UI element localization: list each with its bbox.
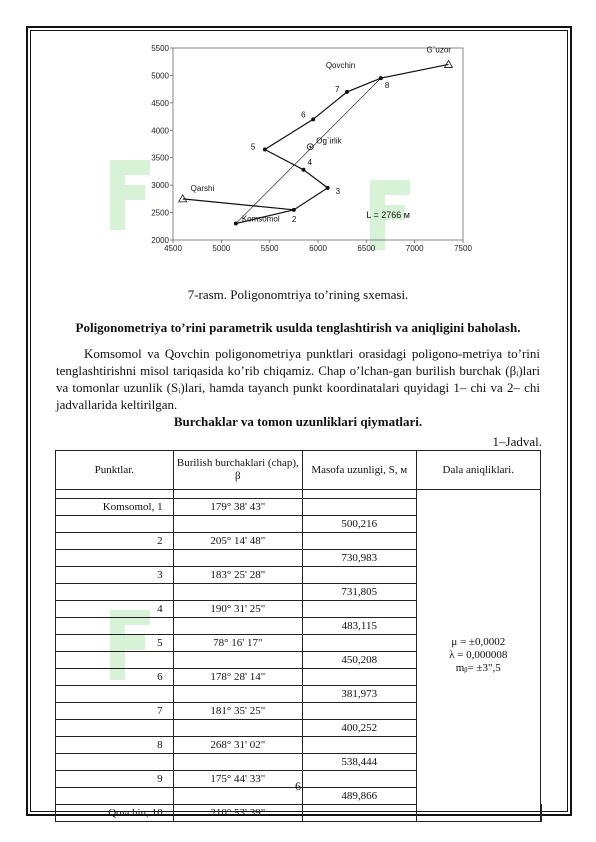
section-heading: Poligonometriya to’rini parametrik usulda tenglashtirish va aniqligini baholash. <box>75 320 521 335</box>
header-accuracy: Dala aniqliklari. <box>416 451 540 490</box>
table-cell <box>173 490 302 499</box>
angles-distances-table <box>55 450 542 822</box>
station-marker <box>379 76 383 80</box>
distance-empty <box>303 499 416 516</box>
distance-empty <box>303 805 416 822</box>
angle-cell: 210° 53' 39" <box>173 805 302 822</box>
station-label: Komsomol <box>241 214 280 224</box>
accuracy-value: mᵦ= ±3",5 <box>455 662 501 674</box>
point-cell: Qovchin, 10 <box>56 805 174 822</box>
y-tick-label: 5500 <box>151 44 169 53</box>
distance-empty <box>303 533 416 550</box>
control-point-label: Og`irlik <box>316 136 342 146</box>
angle-cell: 78° 16' 17" <box>173 635 302 652</box>
y-tick-label: 3000 <box>151 181 169 191</box>
station-marker <box>302 168 306 172</box>
table-cell <box>173 686 302 703</box>
point-cell: 5 <box>56 635 174 652</box>
point-cell: 6 <box>56 669 174 686</box>
y-tick-label: 4500 <box>151 98 169 108</box>
polygonometry-scheme <box>138 38 473 256</box>
station-marker <box>345 90 349 94</box>
length-note: L = 2766 м <box>366 210 410 221</box>
distance-cell: 731,805 <box>303 584 416 601</box>
control-point-label: Qarshi <box>190 183 215 193</box>
distance-cell: 538,444 <box>303 754 416 771</box>
table-cell <box>173 584 302 601</box>
station-label: 5 <box>250 142 256 152</box>
table-cell <box>173 550 302 567</box>
distance-cell: 500,216 <box>303 516 416 533</box>
angle-cell: 178° 28' 14" <box>173 669 302 686</box>
distance-cell: 381,973 <box>303 686 416 703</box>
header-points: Punktlar. <box>56 451 174 490</box>
point-cell: 4 <box>56 601 174 618</box>
y-tick-label: 2000 <box>151 236 169 245</box>
orientation-line <box>183 199 294 210</box>
accuracy-value: λ = 0,000008 <box>449 649 508 661</box>
table-cell <box>56 686 174 703</box>
table-cell <box>173 516 302 533</box>
y-tick-label: 5000 <box>151 71 169 81</box>
distance-empty <box>303 703 416 720</box>
x-tick-label: 4500 <box>164 244 182 253</box>
station-marker <box>234 222 238 226</box>
distance-empty <box>303 737 416 754</box>
table-cell <box>56 720 174 737</box>
table-cell <box>173 618 302 635</box>
station-marker <box>263 147 267 151</box>
x-tick-label: 5500 <box>260 244 279 253</box>
control-point-label: G`uzor <box>426 45 451 55</box>
closing-line <box>236 78 381 223</box>
page-number: 6 <box>295 779 301 793</box>
x-tick-label: 6000 <box>309 244 327 253</box>
point-cell: 8 <box>56 737 174 754</box>
table-cell <box>56 618 174 635</box>
y-tick-label: 2500 <box>151 208 169 218</box>
station-label: 7 <box>335 84 340 94</box>
angle-cell: 205° 14' 48" <box>173 533 302 550</box>
table-cell <box>173 754 302 771</box>
triangle-icon <box>445 60 453 67</box>
distance-cell: 489,866 <box>303 788 416 805</box>
station-label: 8 <box>384 81 390 91</box>
angle-cell: 190° 31' 25" <box>173 601 302 618</box>
station-label: Qovchin <box>325 61 356 71</box>
angle-cell: 179° 38' 43" <box>173 499 302 516</box>
orientation-line <box>381 64 449 78</box>
figure-caption: 7-rasm. Poligonomtriya to’rining sxemasi. <box>187 287 409 302</box>
angle-cell: 268° 31' 02" <box>173 737 302 754</box>
table-cell <box>56 584 174 601</box>
station-marker <box>326 186 330 190</box>
triangle-icon <box>179 195 187 202</box>
station-marker <box>292 208 296 212</box>
distance-cell: 730,983 <box>303 550 416 567</box>
distance-empty <box>303 601 416 618</box>
distance-cell: 450,208 <box>303 652 416 669</box>
y-tick-label: 3500 <box>151 153 169 163</box>
accuracy-cell <box>416 490 540 822</box>
point-cell: 2 <box>56 533 174 550</box>
angle-cell: 181° 35' 25" <box>173 703 302 720</box>
x-tick-label: 5000 <box>212 244 231 253</box>
distance-cell: 483,115 <box>303 618 416 635</box>
table-cell <box>56 550 174 567</box>
body-paragraph: Komsomol va Qovchin poligonometriya punktlari orasidagi poligono-metriya to’rini tenglashtirishni misol tariqasida ko’rib chiqamiz. Chap o’lchan-gan burilish burchak (βᵢ)lari va tomonlar uzunlik (Sᵢ)lari, hamda tayanch punkt koordinatalari quyidagi 1– chi va 2– chi jadvallarida keltirilgan. <box>56 346 540 412</box>
table-cell <box>56 652 174 669</box>
station-label: 4 <box>307 157 312 167</box>
x-tick-label: 6500 <box>357 244 376 253</box>
header-angles: Burilish burchaklari (chap), β <box>173 451 302 490</box>
x-tick-label: 7000 <box>405 244 424 253</box>
distance-empty <box>303 669 416 686</box>
point-cell: Komsomol, 1 <box>56 499 174 516</box>
distance-cell: 400,252 <box>303 720 416 737</box>
distance-empty <box>303 635 416 652</box>
distance-empty <box>303 567 416 584</box>
table-cell <box>173 652 302 669</box>
table-title: Burchaklar va tomon uzunliklari qiymatlari. <box>173 414 423 429</box>
accuracy-empty <box>541 805 542 822</box>
header-distances: Masofa uzunligi, S, м <box>303 451 416 490</box>
point-cell: 9 <box>56 771 174 788</box>
point-cell: 7 <box>56 703 174 720</box>
x-tick-label: 7500 <box>454 244 472 253</box>
table-cell <box>56 516 174 533</box>
table-cell <box>173 720 302 737</box>
station-marker <box>311 117 315 121</box>
station-label: 3 <box>335 186 341 196</box>
table-number: 1–Jadval. <box>492 434 542 449</box>
angle-cell: 175° 44' 33" <box>173 771 302 788</box>
table-cell <box>56 490 174 499</box>
table-cell <box>56 754 174 771</box>
point-cell: 3 <box>56 567 174 584</box>
accuracy-value: μ = ±0,0002 <box>451 636 506 648</box>
y-tick-label: 4000 <box>151 126 169 136</box>
table-cell <box>303 490 416 499</box>
angle-cell: 183° 25' 28" <box>173 567 302 584</box>
station-label: 2 <box>291 214 297 224</box>
station-label: 6 <box>301 110 306 120</box>
